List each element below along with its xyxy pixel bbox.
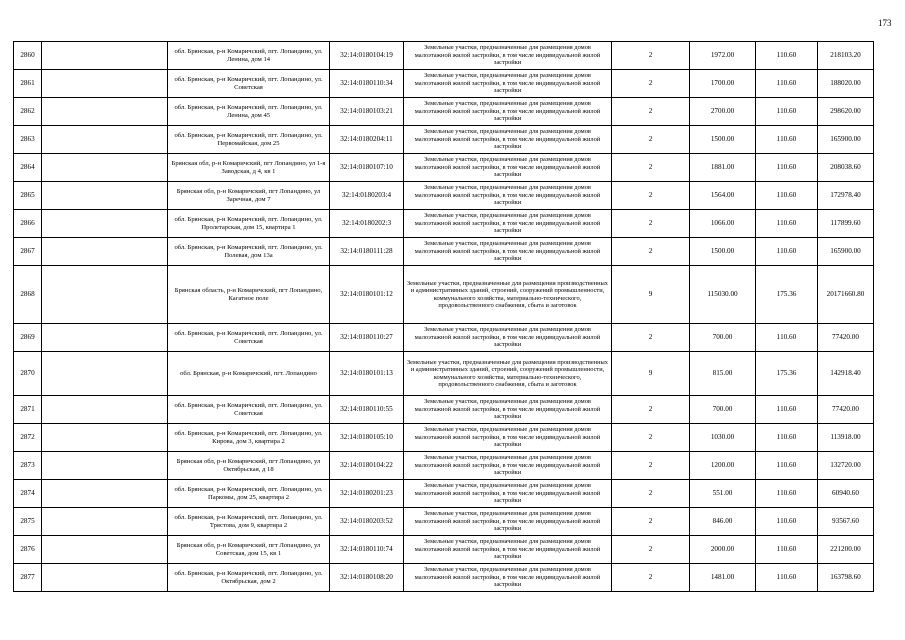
area-cell: 1881.00: [690, 154, 756, 182]
cadastral-value-cell: 218103.20: [818, 42, 874, 70]
row-number-cell: 2869: [14, 324, 42, 352]
rate-cell: 110.60: [756, 182, 818, 210]
empty-cell: [42, 70, 168, 98]
row-number-cell: 2876: [14, 536, 42, 564]
group-cell: 2: [612, 324, 690, 352]
rate-cell: 110.60: [756, 324, 818, 352]
area-cell: 846.00: [690, 508, 756, 536]
address-cell: обл. Брянская, р-н Комаричский, пгт. Лопандино, ул. Паркомы, дом 25, квартира 2: [168, 480, 330, 508]
address-cell: Брянская обл, р-н Комаричский, пгт Лопандино, ул 1-я Заводская, д 4, кв 1: [168, 154, 330, 182]
area-cell: 1564.00: [690, 182, 756, 210]
rate-cell: 110.60: [756, 126, 818, 154]
rate-cell: 110.60: [756, 508, 818, 536]
group-cell: 9: [612, 352, 690, 396]
rate-cell: 110.60: [756, 98, 818, 126]
rate-cell: 175.36: [756, 266, 818, 324]
address-cell: обл. Брянская, р-н Комаричский, пгт. Лопандино, ул. Советская: [168, 396, 330, 424]
empty-cell: [42, 424, 168, 452]
cadastral-value-cell: 93567.60: [818, 508, 874, 536]
area-cell: 2700.00: [690, 98, 756, 126]
cadastral-value-cell: 60940.60: [818, 480, 874, 508]
table-row: [14, 536, 874, 564]
row-number-cell: 2868: [14, 266, 42, 324]
cadastral-value-cell: 77420.00: [818, 396, 874, 424]
land-use-cell: Земельные участки, предназначенные для размещения домов малоэтажной жилой застройки, в том числе индивидуальной жилой застройки: [404, 536, 612, 564]
table-row: [14, 42, 874, 70]
area-cell: 1972.00: [690, 42, 756, 70]
area-cell: 2000.00: [690, 536, 756, 564]
cadastral-value-cell: 20171660.80: [818, 266, 874, 324]
group-cell: 2: [612, 70, 690, 98]
rate-cell: 110.60: [756, 480, 818, 508]
group-cell: 2: [612, 508, 690, 536]
row-number-cell: 2871: [14, 396, 42, 424]
cadastral-number-cell: 32:14:0180204:11: [330, 126, 404, 154]
table-row: [14, 154, 874, 182]
table-row: [14, 126, 874, 154]
cadastral-value-cell: 298620.00: [818, 98, 874, 126]
empty-cell: [42, 238, 168, 266]
group-cell: 2: [612, 210, 690, 238]
table-row: [14, 266, 874, 324]
cadastral-number-cell: 32:14:0180203:4: [330, 182, 404, 210]
table-row: [14, 70, 874, 98]
empty-cell: [42, 352, 168, 396]
cadastral-value-cell: 221200.00: [818, 536, 874, 564]
address-cell: обл. Брянская, р-н Комаричский, пгт. Лопандино, ул. Ленина, дом 45: [168, 98, 330, 126]
address-cell: Брянская обл, р-н Комаричский, пгт Лопандино, ул Заречная, дом 7: [168, 182, 330, 210]
group-cell: 2: [612, 238, 690, 266]
land-use-cell: Земельные участки, предназначенные для размещения домов малоэтажной жилой застройки, в том числе индивидуальной жилой застройки: [404, 480, 612, 508]
rate-cell: 110.60: [756, 238, 818, 266]
group-cell: 2: [612, 182, 690, 210]
land-use-cell: Земельные участки, предназначенные для размещения домов малоэтажной жилой застройки, в том числе индивидуальной жилой застройки: [404, 126, 612, 154]
area-cell: 1481.00: [690, 564, 756, 592]
cadastral-number-cell: 32:14:0180111:28: [330, 238, 404, 266]
rate-cell: 110.60: [756, 452, 818, 480]
area-cell: 1500.00: [690, 126, 756, 154]
cadastral-number-cell: 32:14:0180110:27: [330, 324, 404, 352]
empty-cell: [42, 154, 168, 182]
cadastral-number-cell: 32:14:0180108:20: [330, 564, 404, 592]
group-cell: 2: [612, 564, 690, 592]
table-row: [14, 396, 874, 424]
group-cell: 2: [612, 452, 690, 480]
group-cell: 2: [612, 396, 690, 424]
area-cell: 551.00: [690, 480, 756, 508]
cadastral-number-cell: 32:14:0180203:52: [330, 508, 404, 536]
table-row: [14, 480, 874, 508]
row-number-cell: 2873: [14, 452, 42, 480]
rate-cell: 110.60: [756, 536, 818, 564]
empty-cell: [42, 480, 168, 508]
cadastral-value-cell: 113918.00: [818, 424, 874, 452]
land-use-cell: Земельные участки, предназначенные для размещения домов малоэтажной жилой застройки, в том числе индивидуальной жилой застройки: [404, 154, 612, 182]
table-row: [14, 238, 874, 266]
land-use-cell: Земельные участки, предназначенные для размещения производственных и административных зданий, строений, сооружений промышленности, коммунального хозяйства, материально-технического, продовольственного снабжения, сбыта и заготовок: [404, 266, 612, 324]
row-number-cell: 2862: [14, 98, 42, 126]
cadastral-number-cell: 32:14:0180201:23: [330, 480, 404, 508]
table-row: [14, 182, 874, 210]
address-cell: обл. Брянская, р-н Комаричский, пгт. Лопандино, ул. Полевая, дом 13а: [168, 238, 330, 266]
row-number-cell: 2870: [14, 352, 42, 396]
cadastral-value-cell: 165900.00: [818, 238, 874, 266]
rate-cell: 110.60: [756, 154, 818, 182]
group-cell: 2: [612, 126, 690, 154]
empty-cell: [42, 452, 168, 480]
row-number-cell: 2861: [14, 70, 42, 98]
land-use-cell: Земельные участки, предназначенные для размещения производственных и административных зданий, строений, сооружений промышленности, коммунального хозяйства, материально-технического, продовольственного снабжения, сбыта и заготовок: [404, 352, 612, 396]
cadastral-number-cell: 32:14:0180103:21: [330, 98, 404, 126]
cadastral-value-cell: 188020.00: [818, 70, 874, 98]
row-number-cell: 2864: [14, 154, 42, 182]
table-row: [14, 324, 874, 352]
address-cell: Брянская обл, р-н Комаричский, пгт Лопандино, ул Октябрьская, д 18: [168, 452, 330, 480]
land-use-cell: Земельные участки, предназначенные для размещения домов малоэтажной жилой застройки, в том числе индивидуальной жилой застройки: [404, 508, 612, 536]
table-row: [14, 210, 874, 238]
row-number-cell: 2860: [14, 42, 42, 70]
cadastral-number-cell: 32:14:0180101:13: [330, 352, 404, 396]
table-row: [14, 98, 874, 126]
group-cell: 2: [612, 424, 690, 452]
cadastral-value-cell: 165900.00: [818, 126, 874, 154]
table-body: [14, 42, 874, 592]
cadastral-number-cell: 32:14:0180105:10: [330, 424, 404, 452]
row-number-cell: 2867: [14, 238, 42, 266]
address-cell: обл. Брянская, р-н Комаричский, пгт. Лопандино, ул. Советская: [168, 70, 330, 98]
rate-cell: 110.60: [756, 210, 818, 238]
area-cell: 1030.00: [690, 424, 756, 452]
land-use-cell: Земельные участки, предназначенные для размещения домов малоэтажной жилой застройки, в том числе индивидуальной жилой застройки: [404, 452, 612, 480]
land-use-cell: Земельные участки, предназначенные для размещения домов малоэтажной жилой застройки, в том числе индивидуальной жилой застройки: [404, 238, 612, 266]
table-row: [14, 452, 874, 480]
rate-cell: 110.60: [756, 564, 818, 592]
cadastral-number-cell: 32:14:0180101:12: [330, 266, 404, 324]
address-cell: обл. Брянская, р-н Комаричский, пгт. Лопандино, ул. Первомайская, дом 25: [168, 126, 330, 154]
land-use-cell: Земельные участки, предназначенные для размещения домов малоэтажной жилой застройки, в том числе индивидуальной жилой застройки: [404, 98, 612, 126]
address-cell: обл. Брянская, р-н Комаричский, пгт. Лопандино, ул. Октябрьская, дом 2: [168, 564, 330, 592]
empty-cell: [42, 126, 168, 154]
rate-cell: 175.36: [756, 352, 818, 396]
row-number-cell: 2875: [14, 508, 42, 536]
table-row: [14, 352, 874, 396]
cadastral-value-cell: 172978.40: [818, 182, 874, 210]
area-cell: 815.00: [690, 352, 756, 396]
row-number-cell: 2872: [14, 424, 42, 452]
area-cell: 115030.00: [690, 266, 756, 324]
address-cell: Брянская область, р-н Комаричский, пгт Лопандино, Кагатное поле: [168, 266, 330, 324]
cadastral-number-cell: 32:14:0180104:22: [330, 452, 404, 480]
rate-cell: 110.60: [756, 42, 818, 70]
cadastral-number-cell: 32:14:0180110:55: [330, 396, 404, 424]
address-cell: Брянская обл, р-н Комаричский, пгт Лопандино, ул Советская, дом 15, кв 1: [168, 536, 330, 564]
empty-cell: [42, 508, 168, 536]
row-number-cell: 2866: [14, 210, 42, 238]
empty-cell: [42, 210, 168, 238]
empty-cell: [42, 564, 168, 592]
row-number-cell: 2874: [14, 480, 42, 508]
table-row: [14, 508, 874, 536]
land-use-cell: Земельные участки, предназначенные для размещения домов малоэтажной жилой застройки, в том числе индивидуальной жилой застройки: [404, 42, 612, 70]
cadastral-value-cell: 77420.00: [818, 324, 874, 352]
rate-cell: 110.60: [756, 70, 818, 98]
row-number-cell: 2865: [14, 182, 42, 210]
area-cell: 1700.00: [690, 70, 756, 98]
land-use-cell: Земельные участки, предназначенные для размещения домов малоэтажной жилой застройки, в том числе индивидуальной жилой застройки: [404, 210, 612, 238]
empty-cell: [42, 536, 168, 564]
area-cell: 700.00: [690, 396, 756, 424]
cadastral-value-cell: 163798.60: [818, 564, 874, 592]
empty-cell: [42, 396, 168, 424]
area-cell: 1500.00: [690, 238, 756, 266]
address-cell: обл. Брянская, р-н Комаричский, пгт. Лопандино, ул. Ленина, дом 14: [168, 42, 330, 70]
address-cell: обл. Брянская, р-н Комаричский, пгт. Лопандино: [168, 352, 330, 396]
address-cell: обл. Брянская, р-н Комаричский, пгт. Лопандино, ул. Кирова, дом 3, квартира 2: [168, 424, 330, 452]
row-number-cell: 2863: [14, 126, 42, 154]
empty-cell: [42, 42, 168, 70]
address-cell: обл. Брянская, р-н Комаричский, пгт. Лопандино, ул. Трястова, дом 9, квартира 2: [168, 508, 330, 536]
table-row: [14, 564, 874, 592]
group-cell: 2: [612, 154, 690, 182]
cadastral-number-cell: 32:14:0180110:74: [330, 536, 404, 564]
land-use-cell: Земельные участки, предназначенные для размещения домов малоэтажной жилой застройки, в том числе индивидуальной жилой застройки: [404, 324, 612, 352]
cadastral-value-cell: 142918.40: [818, 352, 874, 396]
empty-cell: [42, 324, 168, 352]
empty-cell: [42, 98, 168, 126]
empty-cell: [42, 182, 168, 210]
rate-cell: 110.60: [756, 396, 818, 424]
rate-cell: 110.60: [756, 424, 818, 452]
cadastral-number-cell: 32:14:0180202:3: [330, 210, 404, 238]
empty-cell: [42, 266, 168, 324]
row-number-cell: 2877: [14, 564, 42, 592]
page-number: 173: [878, 18, 892, 28]
group-cell: 2: [612, 98, 690, 126]
land-use-cell: Земельные участки, предназначенные для размещения домов малоэтажной жилой застройки, в том числе индивидуальной жилой застройки: [404, 564, 612, 592]
group-cell: 2: [612, 480, 690, 508]
cadastral-value-cell: 208038.60: [818, 154, 874, 182]
address-cell: обл. Брянская, р-н Комаричский, пгт. Лопандино, ул. Пролетарская, дом 15, квартира 1: [168, 210, 330, 238]
land-use-cell: Земельные участки, предназначенные для размещения домов малоэтажной жилой застройки, в том числе индивидуальной жилой застройки: [404, 182, 612, 210]
land-use-cell: Земельные участки, предназначенные для размещения домов малоэтажной жилой застройки, в том числе индивидуальной жилой застройки: [404, 70, 612, 98]
group-cell: 2: [612, 536, 690, 564]
address-cell: обл. Брянская, р-н Комаричский, пгт. Лопандино, ул. Советская: [168, 324, 330, 352]
cadastral-number-cell: 32:14:0180110:34: [330, 70, 404, 98]
cadastral-value-cell: 117899.60: [818, 210, 874, 238]
group-cell: 2: [612, 42, 690, 70]
table-row: [14, 424, 874, 452]
cadastral-value-cell: 132720.00: [818, 452, 874, 480]
land-use-cell: Земельные участки, предназначенные для размещения домов малоэтажной жилой застройки, в том числе индивидуальной жилой застройки: [404, 396, 612, 424]
land-registry-table: [13, 41, 874, 592]
land-use-cell: Земельные участки, предназначенные для размещения домов малоэтажной жилой застройки, в том числе индивидуальной жилой застройки: [404, 424, 612, 452]
area-cell: 1066.00: [690, 210, 756, 238]
area-cell: 1200.00: [690, 452, 756, 480]
cadastral-number-cell: 32:14:0180104:19: [330, 42, 404, 70]
cadastral-number-cell: 32:14:0180107:10: [330, 154, 404, 182]
area-cell: 700.00: [690, 324, 756, 352]
group-cell: 9: [612, 266, 690, 324]
